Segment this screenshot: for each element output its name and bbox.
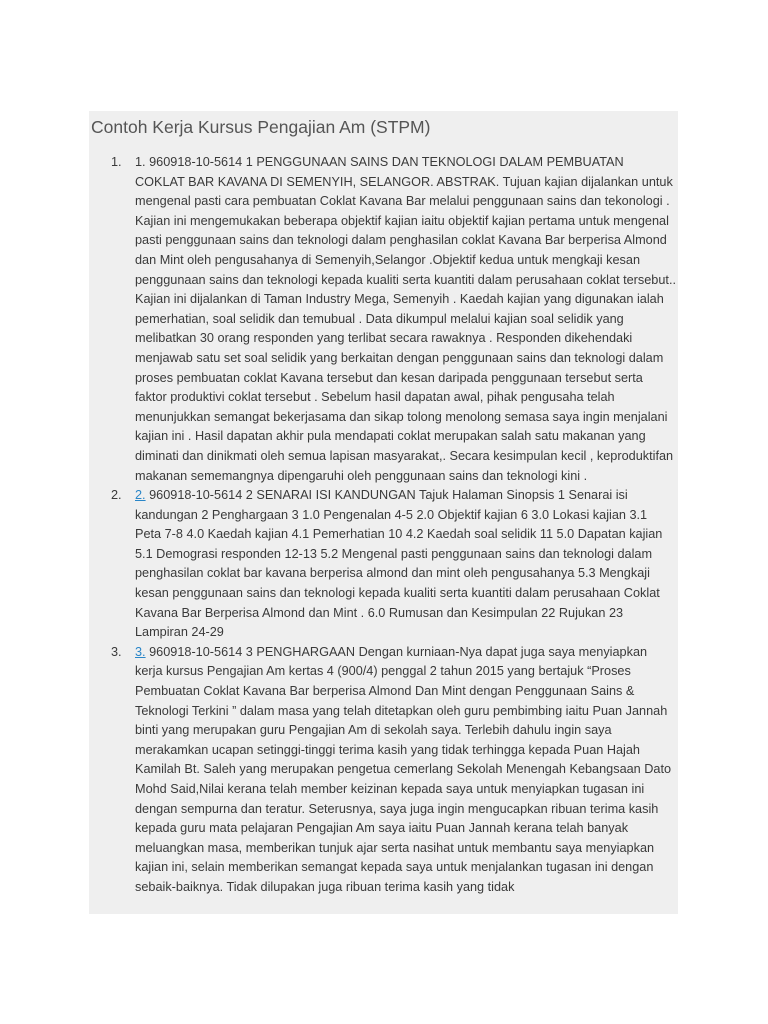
numbered-list xyxy=(89,153,678,898)
list-item-number: 2. xyxy=(111,488,122,503)
list-item-link[interactable]: 2. xyxy=(135,488,146,503)
list-item-number: 3. xyxy=(111,644,122,659)
list-item-text: 960918-10-5614 3 PENGHARGAAN Dengan kurniaan-Nya dapat juga saya menyiapkan kerja kursus Pengajian Am kertas 4 (900/4) penggal 2 tahun 2015 yang bertajuk “Proses Pembuatan Coklat Kavana Bar berperisa Almond Dan Mint dengan Penggunaan Sains & Teknologi Terkini ” dalam masa yang telah ditetapkan oleh guru pembimbing iaitu Puan Jannah binti yang merupakan guru Pengajian Am di sekolah saya. Terlebih dahulu ingin saya merakamkan ucapan setinggi-tinggi terima kasih yang tidak terhingga kepada Puan Hajah Kamilah Bt. Saleh yang merupakan pengetua cemerlang Sekolah Menengah Kebangsaan Dato Mohd Said,Nilai kerana telah member keizinan kepada saya untuk menyiapkan tugasan ini dengan sempurna dan teratur. Seterusnya, saya juga ingin mengucapkan ribuan terima kasih kepada guru mata pelajaran Pengajian Am saya iaitu Puan Jannah kerana telah banyak meluangkan masa, memberikan tunjuk ajar serta nasihat untuk membantu saya menyiapkan kajian ini, selain memberikan semangat kepada saya untuk menjalankan tugasan ini dengan sebaik-baiknya. Tidak dilupakan juga ribuan terima kasih yang tidak xyxy=(135,644,672,894)
document-panel xyxy=(89,111,678,914)
list-item xyxy=(89,486,678,643)
list-item-text: 960918-10-5614 2 SENARAI ISI KANDUNGAN Tajuk Halaman Sinopsis 1 Senarai isi kandungan 2 Penghargaan 3 1.0 Pengenalan 4-5 2.0 Objektif kajian 6 3.0 Lokasi kajian 3.1 Peta 7-8 4.0 Kaedah kajian 4.1 Pemerhatian 10 4.2 Kaedah soal selidik 11 5.0 Dapatan kajian 5.1 Demograsi responden 12-13 5.2 Mengenal pasti penggunaan sains dan teknologi dalam penghasilan coklat bar kavana berperisa almond dan mint oleh pengusahanya 5.3 Mengkaji kesan penggunaan sains dan teknologi kepada kualiti serta kuantiti dalam perusahaan Coklat Kavana Bar Berperisa Almond dan Mint . 6.0 Rumusan dan Kesimpulan 22 Rujukan 23 Lampiran 24-29 xyxy=(135,488,663,640)
list-item-link[interactable]: 3. xyxy=(135,644,146,659)
list-item xyxy=(89,643,678,898)
list-item-number: 1. xyxy=(111,155,122,169)
list-item-text: 1. 960918-10-5614 1 PENGGUNAAN SAINS DAN TEKNOLOGI DALAM PEMBUATAN COKLAT BAR KAVANA DI SEMENYIH, SELANGOR. ABSTRAK. Tujuan kajian dijalankan untuk mengenal pasti cara pembuatan Coklat Kavana Bar melalui penggunaan sains dan tekonologi . Kajian ini mengemukakan beberapa objektif kajian iaitu objektif kajian pertama untuk mengenal pasti penggunaan sains dan teknologi dalam penghasilan coklat Kavana Bar berperisa Almond dan Mint oleh pengusahanya di Semenyih,Selangor .Objektif kedua untuk mengkaji kesan penggunaan sains dan teknologi kepada kualiti serta kuantiti dalam perusahaan coklat tersebut.. Kajian ini dijalankan di Taman Industry Mega, Semenyih . Kaedah kajian yang digunakan ialah pemerhatian, soal selidik dan temubual . Data dikumpul melalui kajian soal selidik yang melibatkan 30 orang responden yang terlibat secara rawaknya . Responden dikehendaki menjawab satu set soal selidik yang berkaitan dengan penggunaan sains dan teknologi dalam proses pembuatan coklat Kavana tersebut dan kesan daripada penggunaan tersebut serta faktor produktivi coklat tersebut . Sebelum hasil dapatan awal, pihak pengusaha telah menunjukkan semangat bekerjasama dan sikap tolong menolong semasa saya ingin menjalani kajian ini . Hasil dapatan akhir pula mendapati coklat merupakan salah satu makanan yang diminati dan dinikmati oleh semua lapisan masyarakat,. Secara kesimpulan kecil , keproduktifan makanan sememangnya dipengaruhi oleh penggunaan sains dan teknologi kini . xyxy=(135,155,676,483)
page-title: Contoh Kerja Kursus Pengajian Am (STPM) xyxy=(91,117,431,137)
list-item xyxy=(89,153,678,486)
